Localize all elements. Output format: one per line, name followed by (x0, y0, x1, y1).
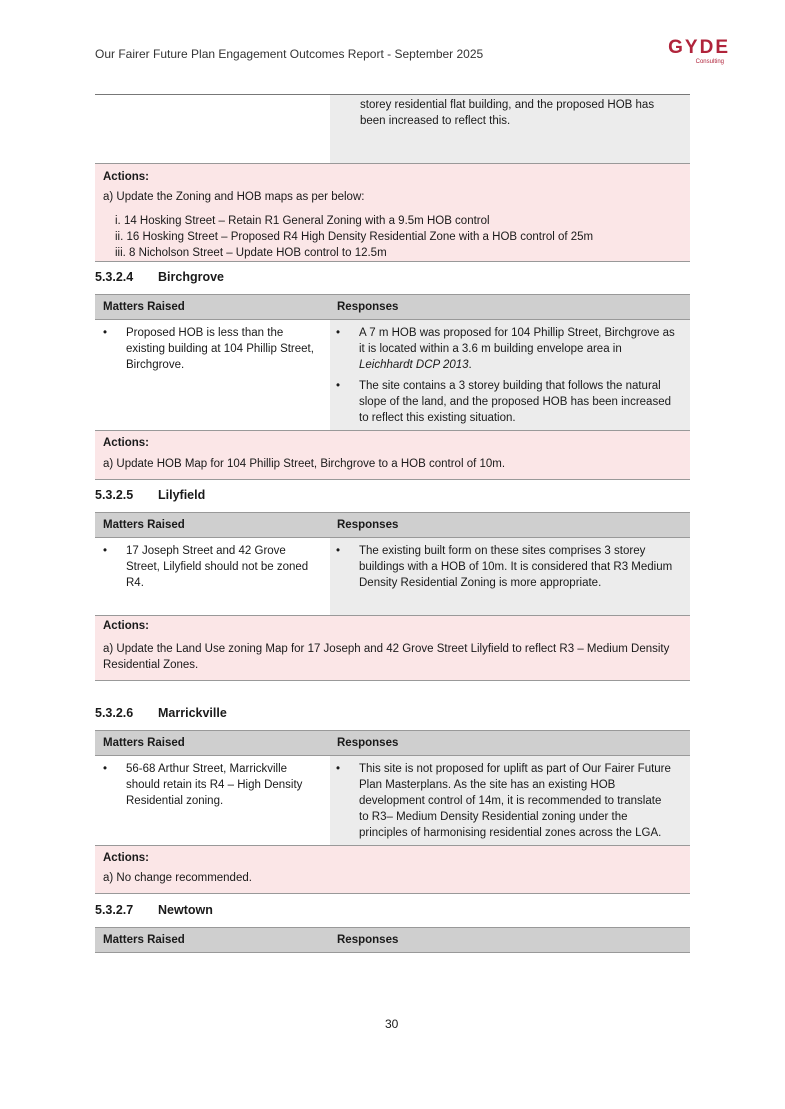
lilyfield-actions-box (95, 615, 690, 681)
text-line: existing building at 104 Phillip Street, (126, 343, 314, 355)
text-line: Residential zoning. (126, 795, 224, 807)
text-line: should retain its R4 – High Density (126, 779, 303, 791)
actions-title: Actions: (103, 852, 149, 864)
response-text (359, 325, 675, 373)
col-header-matters: Matters Raised (103, 519, 185, 531)
text-line: buildings with a HOB of 10m. It is considered that R3 Medium (359, 561, 673, 573)
response-text (359, 543, 672, 591)
report-header-title: Our Fairer Future Plan Engagement Outcomes Report - September 2025 (95, 47, 484, 61)
bullet-icon: • (336, 763, 341, 775)
text-line: This site is not proposed for uplift as part of Our Fairer Future (359, 763, 671, 775)
text-line (359, 357, 675, 373)
matter-text (126, 543, 308, 591)
prev-actions-box (95, 163, 690, 262)
text-line: 17 Joseph Street and 42 Grove (126, 545, 286, 557)
text-line: to R3– Medium Density Residential zoning under the (359, 811, 628, 823)
matter-text (126, 761, 302, 809)
bullet-icon: • (336, 327, 341, 339)
action-item: a) Update the Zoning and HOB maps as per below: (103, 191, 365, 203)
actions-title: Actions: (103, 437, 149, 449)
text-line: R4. (126, 577, 144, 589)
section-heading-newtown (95, 903, 213, 917)
col-header-matters: Matters Raised (103, 934, 185, 946)
text-line: development control of 14m, it is recommended to translate (359, 795, 662, 807)
matter-text (126, 325, 314, 373)
col-header-responses: Responses (337, 934, 399, 946)
text-line: The site contains a 3 storey building that follows the natural (359, 380, 661, 392)
section-title: Newtown (158, 903, 213, 917)
section-heading-lilyfield (95, 488, 205, 502)
bullet-icon: • (103, 545, 108, 557)
section-title: Marrickville (158, 706, 227, 720)
section-heading-birchgrove (95, 270, 224, 284)
logo-wordmark: GYDE (668, 37, 730, 58)
actions-title: Actions: (103, 171, 149, 183)
section-number: 5.3.2.6 (95, 706, 134, 720)
birchgrove-actions-box (95, 430, 690, 480)
actions-title: Actions: (103, 620, 149, 632)
section-title: Lilyfield (158, 488, 206, 502)
text-line: Street, Lilyfield should not be zoned (126, 561, 309, 573)
bullet-icon: • (103, 763, 108, 775)
dcp-reference: Leichhardt DCP 2013 (359, 359, 469, 371)
sub-action-item: i. 14 Hosking Street – Retain R1 General Zoning with a 9.5m HOB control (115, 215, 490, 227)
text-line: it is located within a 3.6 m building envelope area in (359, 343, 622, 355)
text-line: principles of harmonising residential zones across the LGA. (359, 827, 662, 839)
table-header-row (95, 730, 690, 756)
text-line: Proposed HOB is less than the (126, 327, 284, 339)
section-number: 5.3.2.7 (95, 903, 134, 917)
sub-action-item: iii. 8 Nicholson Street – Update HOB control to 12.5m (115, 247, 387, 259)
bullet-icon: • (103, 327, 108, 339)
col-header-responses: Responses (337, 519, 399, 531)
table-header-row (95, 927, 690, 953)
action-item: a) Update HOB Map for 104 Phillip Street, Birchgrove to a HOB control of 10m. (103, 458, 506, 470)
section-number: 5.3.2.5 (95, 488, 134, 502)
text-line: slope of the land, and the proposed HOB has been increased (359, 396, 671, 408)
section-title: Birchgrove (158, 270, 224, 284)
sub-action-item: ii. 16 Hosking Street – Proposed R4 High Density Residential Zone with a HOB control of 25m (115, 231, 594, 243)
col-header-responses: Responses (337, 301, 399, 313)
response-text (359, 378, 671, 426)
bullet-icon: • (336, 545, 341, 557)
gyde-logo (640, 38, 730, 66)
page-number: 30 (385, 1017, 399, 1031)
response-text (359, 761, 671, 841)
logo-subtitle: Consulting (695, 59, 724, 65)
prev-response-line: storey residential flat building, and the proposed HOB has (360, 99, 655, 111)
table-header-row (95, 512, 690, 538)
action-item: Residential Zones. (103, 659, 199, 671)
text-line: Birchgrove. (126, 359, 185, 371)
text-line: Plan Masterplans. As the site has an existing HOB (359, 779, 616, 791)
marrickville-actions-box (95, 845, 690, 894)
prev-response-line: been increased to reflect this. (360, 115, 511, 127)
section-heading-marrickville (95, 706, 227, 720)
section-number: 5.3.2.4 (95, 270, 134, 284)
col-header-matters: Matters Raised (103, 301, 185, 313)
text-line: 56-68 Arthur Street, Marrickville (126, 763, 288, 775)
action-item: a) Update the Land Use zoning Map for 17 Joseph and 42 Grove Street Lilyfield to reflect R3 – Medium Density (103, 643, 670, 655)
col-header-matters: Matters Raised (103, 737, 185, 749)
action-item: a) No change recommended. (103, 872, 252, 884)
prev-response-cell (330, 95, 690, 163)
period: . (468, 359, 472, 371)
text-line: The existing built form on these sites comprises 3 storey (359, 545, 646, 557)
table-header-row (95, 294, 690, 320)
bullet-icon: • (336, 380, 341, 392)
text-line: to reflect this existing situation. (359, 412, 516, 424)
text-line: Density Residential Zoning is more appropriate. (359, 577, 602, 589)
col-header-responses: Responses (337, 737, 399, 749)
text-line: A 7 m HOB was proposed for 104 Phillip Street, Birchgrove as (359, 327, 675, 339)
